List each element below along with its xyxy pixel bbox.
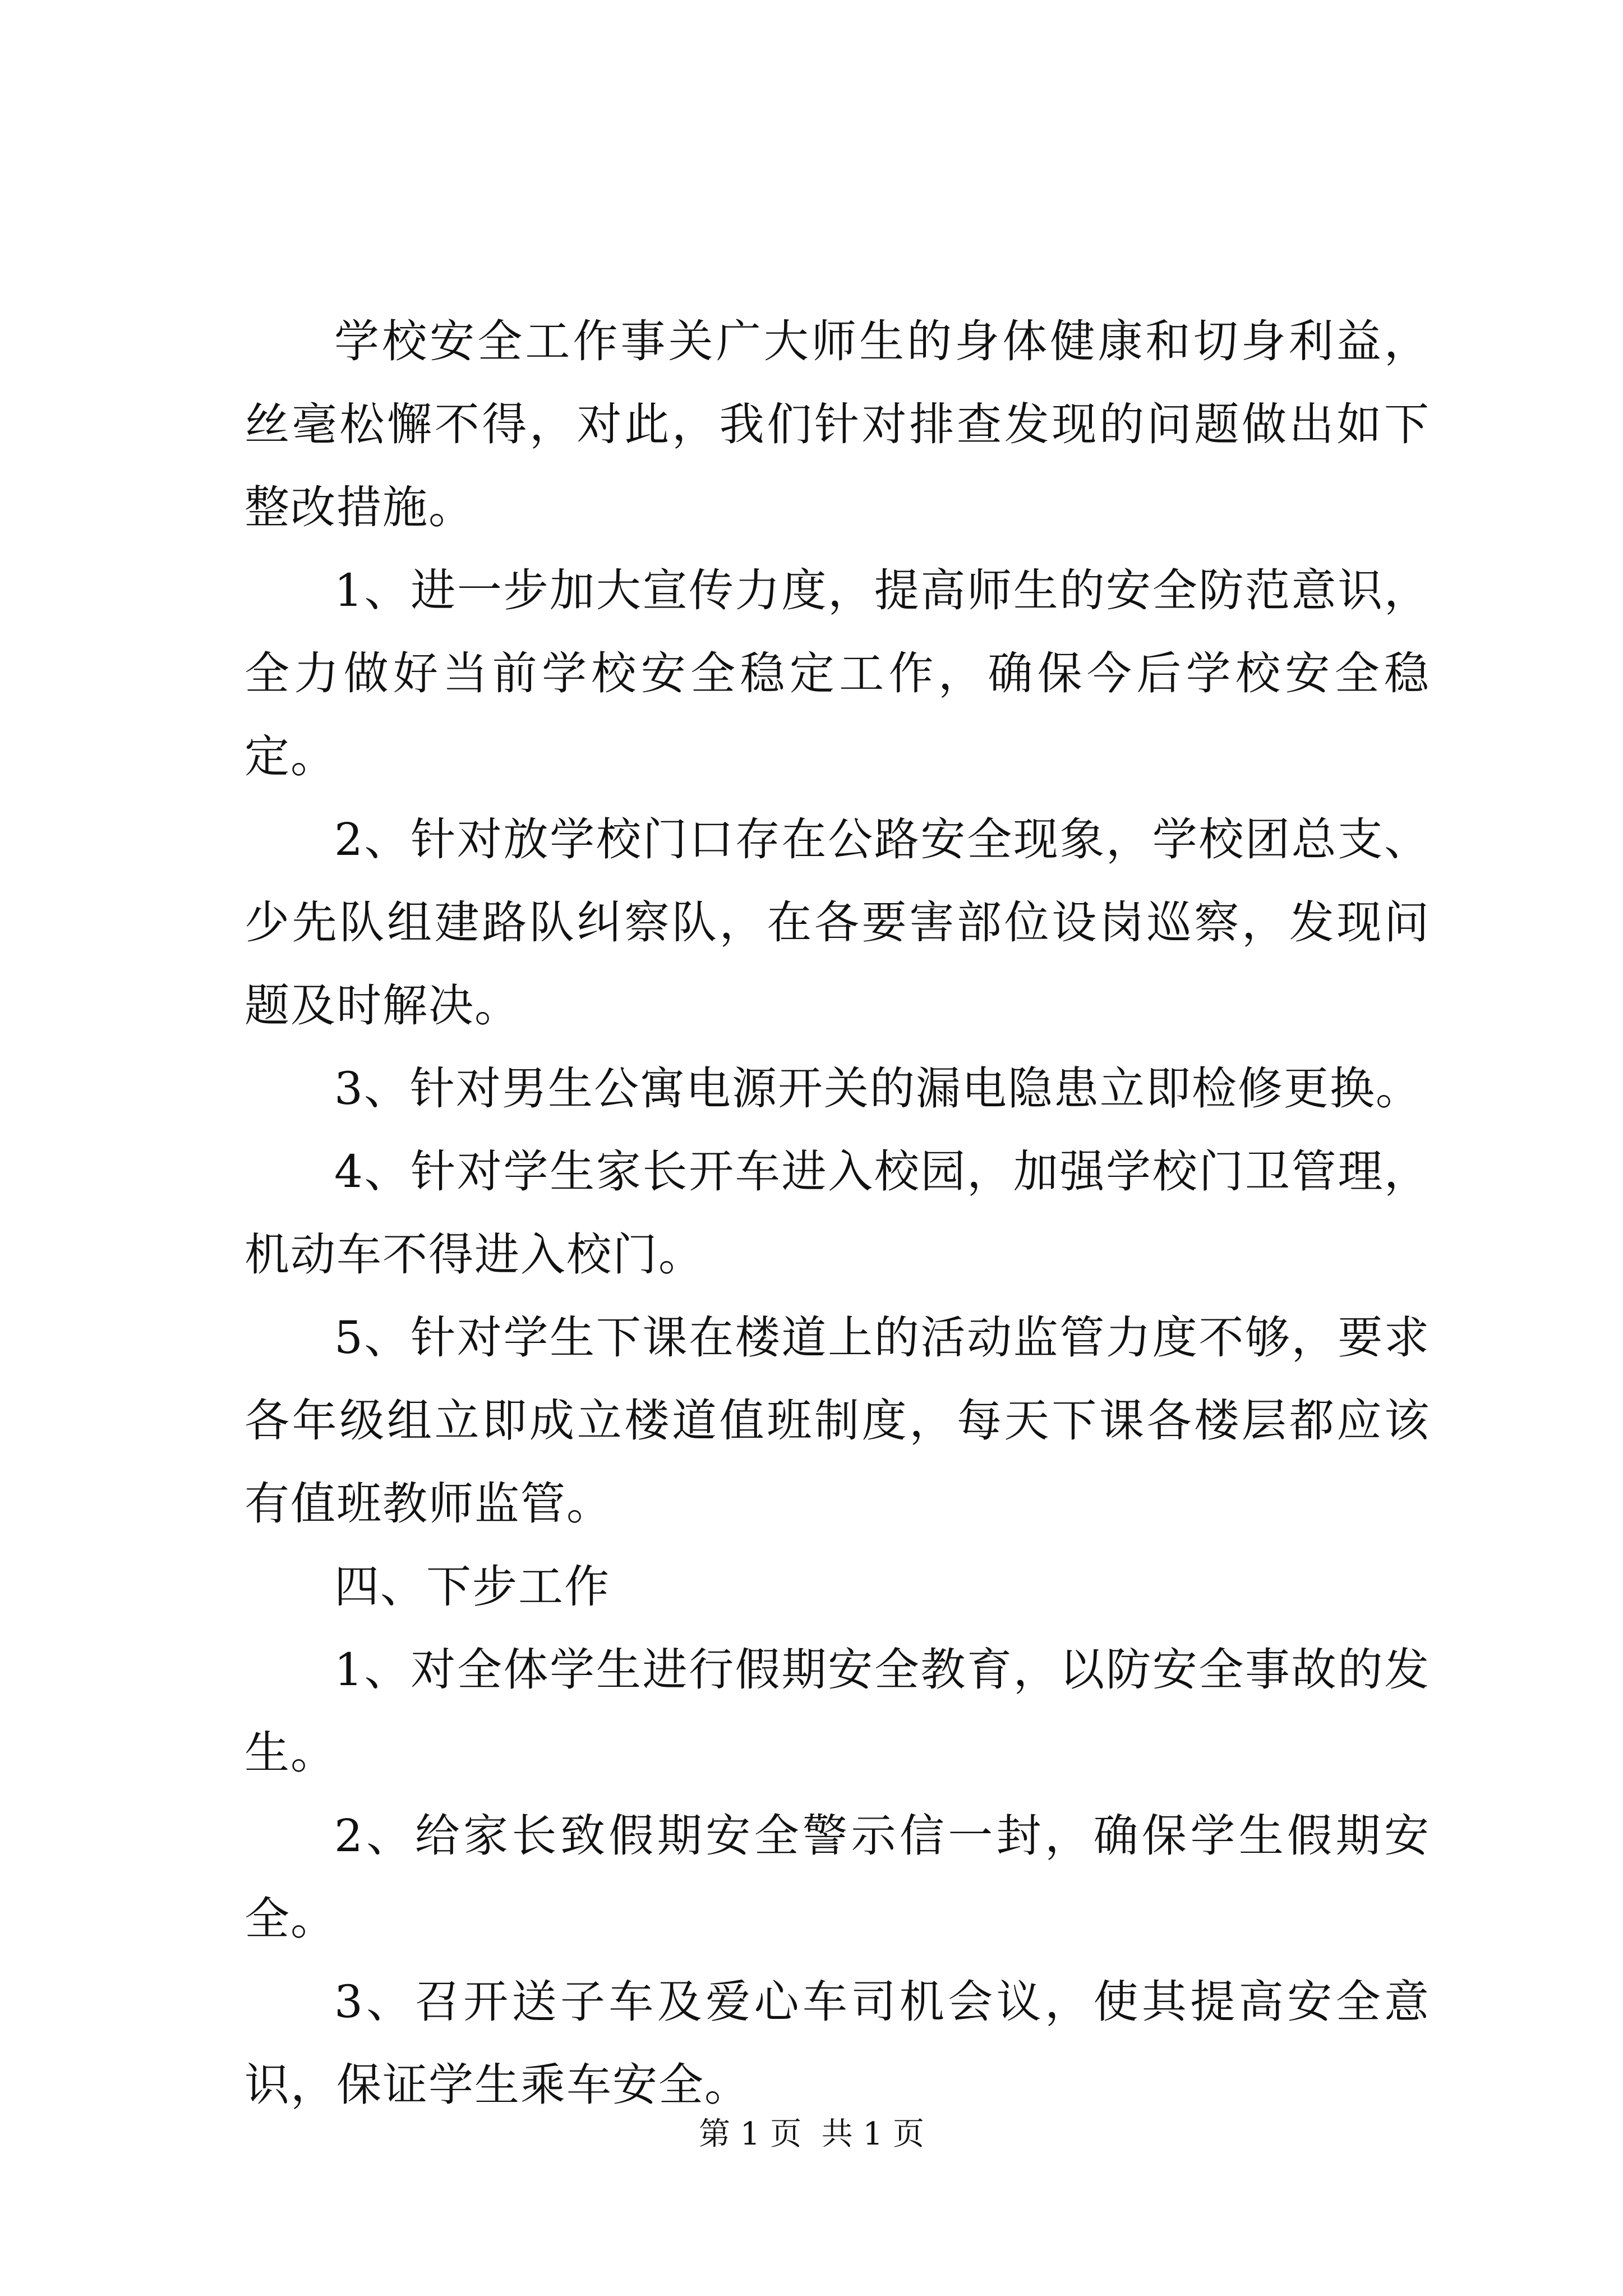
intro-paragraph: 学校安全工作事关广大师生的身体健康和切身利益，丝毫松懈不得，对此，我们针对排查发现的问题做出如下整改措施。 — [245, 315, 1430, 533]
next-step-item-2: 2、给家长致假期安全警示信一封，确保学生假期安全。 — [245, 1810, 1430, 1945]
measure-item-2: 2、针对放学校门口存在公路安全现象，学校团总支、少先队组建路队纠察队，在各要害部位设岗巡察，发现问题及时解决。 — [245, 813, 1430, 1032]
page-footer: 第 1 页 共 1 页 — [698, 2116, 925, 2152]
next-step-item-3: 3、召开送子车及爱心车司机会议，使其提高安全意识，保证学生乘车安全。 — [245, 1976, 1430, 2111]
next-step-item-1: 1、对全体学生进行假期安全教育，以防安全事故的发生。 — [245, 1644, 1430, 1779]
section-heading-next-steps: 四、下步工作 — [334, 1561, 610, 1613]
measure-item-5: 5、针对学生下课在楼道上的活动监管力度不够，要求各年级组立即成立楼道值班制度，每天下课各楼层都应该有值班教师监管。 — [245, 1312, 1430, 1530]
document-body — [245, 300, 1430, 2127]
measure-item-1: 1、进一步加大宣传力度，提高师生的安全防范意识，全力做好当前学校安全稳定工作，确保今后学校安全稳定。 — [245, 564, 1430, 783]
measure-item-3: 3、针对男生公寓电源开关的漏电隐患立即检修更换。 — [334, 1062, 1422, 1115]
measure-item-4: 4、针对学生家长开车进入校园，加强学校门卫管理，机动车不得进入校门。 — [245, 1145, 1430, 1281]
